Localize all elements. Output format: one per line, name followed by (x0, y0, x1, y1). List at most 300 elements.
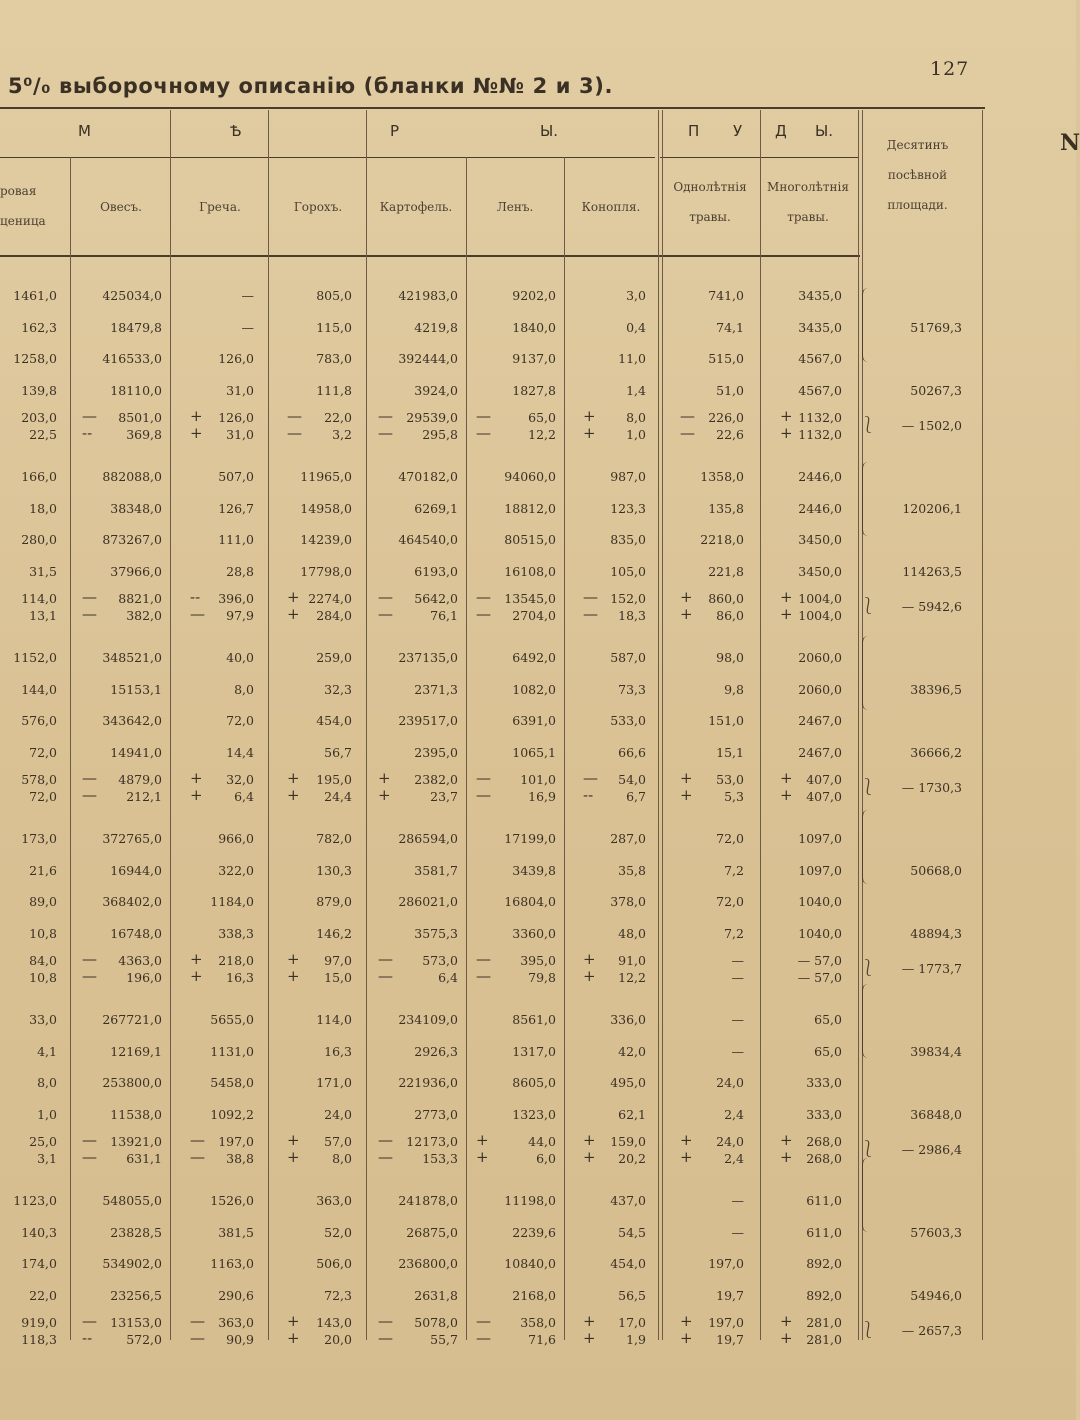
sign-mark: + (287, 1329, 300, 1347)
table-cell: 22,6 (716, 427, 744, 442)
sign-mark: — (476, 769, 491, 787)
table-cell: 234109,0 (398, 1012, 458, 1027)
table-cell: 5078,0 (414, 1315, 458, 1330)
table-cell: 144,0 (21, 681, 57, 697)
table-cell: 1840,0 (512, 319, 556, 335)
table-cell: 72,0 (29, 789, 57, 804)
sign-mark: + (780, 407, 793, 425)
area-cell: 54946,0 (910, 1287, 962, 1303)
table-cell: 2060,0 (798, 650, 842, 665)
sign-mark: — (190, 1148, 205, 1166)
table-cell: 454,0 (316, 713, 352, 728)
sign-mark: -- (82, 1329, 93, 1347)
col-header-4: Картофель. (379, 200, 453, 214)
table-cell: 892,0 (806, 1256, 842, 1271)
group-brace (862, 288, 869, 362)
table-cell: 72,0 (716, 831, 744, 846)
group2-letter-1: П (688, 122, 700, 140)
table-cell: 369,8 (126, 427, 162, 442)
sign-mark: — (476, 424, 491, 442)
sign-mark: — (82, 769, 97, 787)
table-cell: 29539,0 (406, 410, 458, 425)
table-cell: 8,0 (234, 681, 254, 697)
table-cell: 21,6 (29, 862, 57, 878)
table-cell: 396,0 (218, 591, 254, 606)
table-cell: 6492,0 (512, 650, 556, 665)
pair-brace: ⎱ (860, 777, 877, 796)
table-cell: 515,0 (708, 351, 744, 366)
table-cell: 197,0 (708, 1315, 744, 1330)
sign-mark: + (583, 1312, 596, 1330)
table-cell: 80515,0 (504, 532, 556, 547)
sign-mark: + (680, 605, 693, 623)
table-cell: 3,1 (37, 1151, 57, 1166)
table-cell: 32,3 (324, 681, 352, 697)
table-cell: — (731, 953, 744, 968)
sign-mark: — (190, 1131, 205, 1149)
table-cell: 741,0 (708, 288, 744, 303)
table-cell: — (731, 1043, 744, 1059)
table-cell: 573,0 (422, 953, 458, 968)
page-title: 5⁰/₀ выборочному описанію (бланки №№ 2 и 3). (8, 74, 614, 98)
table-cell: 17798,0 (300, 563, 352, 579)
sign-mark: + (476, 1131, 489, 1149)
table-cell: 358,0 (520, 1315, 556, 1330)
table-cell: 572,0 (126, 1332, 162, 1347)
table-cell: 253800,0 (102, 1075, 162, 1090)
table-cell: 111,0 (218, 532, 254, 547)
table-cell: 284,0 (316, 608, 352, 623)
table-cell: 882088,0 (102, 469, 162, 484)
table-cell: 3439,8 (512, 862, 556, 878)
table-cell: 2,4 (724, 1106, 744, 1122)
sign-mark: + (287, 786, 300, 804)
table-cell: 1097,0 (798, 831, 842, 846)
table-cell: 24,0 (324, 1106, 352, 1122)
table-cell: 1323,0 (512, 1106, 556, 1122)
table-cell: 2446,0 (798, 469, 842, 484)
col-header-7: Однолѣтнія травы. (673, 180, 747, 224)
table-cell: 8821,0 (118, 591, 162, 606)
table-cell: 54,5 (618, 1224, 646, 1240)
table-cell: 10840,0 (504, 1256, 556, 1271)
table-cell: 218,0 (218, 953, 254, 968)
table-cell: 24,4 (324, 789, 352, 804)
table-cell: 12,2 (618, 970, 646, 985)
table-cell: 966,0 (218, 831, 254, 846)
sign-mark: + (680, 786, 693, 804)
table-cell: 805,0 (316, 288, 352, 303)
table-cell: 48,0 (618, 925, 646, 941)
table-top-rule (0, 107, 985, 109)
table-cell: 1317,0 (512, 1043, 556, 1059)
table-cell: 28,8 (226, 563, 254, 579)
table-cell: 6391,0 (512, 713, 556, 728)
sign-mark: + (780, 1131, 793, 1149)
table-cell: 13153,0 (110, 1315, 162, 1330)
table-cell: 16,9 (528, 789, 556, 804)
sign-mark: — (190, 605, 205, 623)
table-cell: 8605,0 (512, 1075, 556, 1090)
table-cell: 268,0 (806, 1151, 842, 1166)
table-cell: 146,2 (316, 925, 352, 941)
table-cell: 2371,3 (414, 681, 458, 697)
area-cell: — 5942,6 (901, 599, 962, 614)
table-cell: — 57,0 (797, 970, 842, 985)
sign-mark: + (287, 950, 300, 968)
table-cell: 17,0 (618, 1315, 646, 1330)
group2-letter-4: Ы. (815, 122, 834, 140)
table-cell: 1082,0 (512, 681, 556, 697)
table-cell: 23828,5 (110, 1224, 162, 1240)
table-cell: 12169,1 (110, 1043, 162, 1059)
table-cell: 9202,0 (512, 288, 556, 303)
sign-mark: + (190, 950, 203, 968)
table-cell: 72,0 (716, 894, 744, 909)
sign-mark: + (680, 1329, 693, 1347)
sign-mark: + (780, 1148, 793, 1166)
table-cell: 10,8 (29, 925, 57, 941)
table-cell: 212,1 (126, 789, 162, 804)
table-cell: 20,2 (618, 1151, 646, 1166)
table-cell: 1,0 (626, 427, 646, 442)
table-cell: 143,0 (316, 1315, 352, 1330)
sign-mark: + (780, 1329, 793, 1347)
pair-brace: ⎱ (860, 958, 877, 977)
table-cell: 407,0 (806, 772, 842, 787)
sign-mark: — (583, 588, 598, 606)
sign-mark: — (378, 1312, 393, 1330)
table-cell: 31,5 (29, 563, 57, 579)
table-cell: 14,4 (226, 744, 254, 760)
table-cell: 6,7 (626, 789, 646, 804)
table-cell: 9,8 (724, 681, 744, 697)
sign-mark: — (82, 967, 97, 985)
col-header-3: Горохъ. (293, 200, 343, 214)
table-cell: 5,3 (724, 789, 744, 804)
sign-mark: — (190, 1329, 205, 1347)
sign-mark: + (476, 1148, 489, 1166)
sign-mark: — (287, 407, 302, 425)
table-cell: 267721,0 (102, 1012, 162, 1027)
sign-mark: — (476, 967, 491, 985)
table-cell: 2773,0 (414, 1106, 458, 1122)
table-cell: 392444,0 (398, 351, 458, 366)
table-cell: 18,0 (29, 500, 57, 516)
group-brace (862, 462, 869, 536)
area-cell: 57603,3 (910, 1224, 962, 1240)
table-cell: 24,0 (716, 1134, 744, 1149)
table-cell: 38348,0 (110, 500, 162, 516)
table-cell: 4879,0 (118, 772, 162, 787)
table-cell: 72,0 (29, 744, 57, 760)
table-cell: 97,9 (226, 608, 254, 623)
sign-mark: -- (190, 588, 201, 606)
sign-mark: + (680, 769, 693, 787)
table-cell: 115,0 (316, 319, 352, 335)
pair-brace: ⎱ (860, 1139, 877, 1158)
area-cell: — 1773,7 (901, 961, 962, 976)
area-header: Десятинъ посѣвной площади. (886, 138, 949, 212)
table-cell: 8,0 (37, 1075, 57, 1090)
sign-mark: + (287, 769, 300, 787)
group-sub-rule-2 (660, 157, 858, 158)
sign-mark: + (780, 1312, 793, 1330)
table-cell: 123,3 (610, 500, 646, 516)
sign-mark: + (190, 769, 203, 787)
table-cell: 2,4 (724, 1151, 744, 1166)
table-cell: 6,0 (536, 1151, 556, 1166)
sign-mark: + (680, 1148, 693, 1166)
area-cell: 38396,5 (910, 681, 962, 697)
table-cell: 11538,0 (110, 1106, 162, 1122)
table-cell: 578,0 (21, 772, 57, 787)
table-cell: 631,1 (126, 1151, 162, 1166)
table-cell: 3581,7 (414, 862, 458, 878)
table-cell: 363,0 (316, 1193, 352, 1208)
table-cell: 152,0 (610, 591, 646, 606)
table-cell: 1526,0 (210, 1193, 254, 1208)
table-cell: 162,3 (21, 319, 57, 335)
table-cell: 35,8 (618, 862, 646, 878)
table-cell: 1004,0 (798, 608, 842, 623)
table-cell: 416533,0 (102, 351, 162, 366)
table-cell: 72,3 (324, 1287, 352, 1303)
table-cell: 2446,0 (798, 500, 842, 516)
table-cell: 378,0 (610, 894, 646, 909)
area-cell: 120206,1 (902, 500, 962, 516)
table-cell: 11198,0 (504, 1193, 556, 1208)
table-cell: 1152,0 (13, 650, 57, 665)
table-cell: 14941,0 (110, 744, 162, 760)
sign-mark: -- (583, 786, 594, 804)
sign-mark: — (287, 424, 302, 442)
table-cell: 94060,0 (504, 469, 556, 484)
group-brace (862, 1158, 869, 1232)
table-cell: 126,0 (218, 410, 254, 425)
table-cell: 576,0 (21, 713, 57, 728)
table-cell: 1123,0 (13, 1193, 57, 1208)
table-cell: 17199,0 (504, 831, 556, 846)
table-cell: 62,1 (618, 1106, 646, 1122)
table-cell: 79,8 (528, 970, 556, 985)
sign-mark: — (378, 1148, 393, 1166)
table-cell: 42,0 (618, 1043, 646, 1059)
table-cell: 126,0 (218, 351, 254, 366)
col-header-2: Греча. (199, 200, 241, 214)
table-cell: 14958,0 (300, 500, 352, 516)
pair-brace: ⎱ (860, 1320, 877, 1339)
table-cell: 22,5 (29, 427, 57, 442)
table-cell: 135,8 (708, 500, 744, 516)
sign-mark: + (287, 1148, 300, 1166)
table-cell: 8,0 (332, 1151, 352, 1166)
table-cell: 395,0 (520, 953, 556, 968)
sign-mark: — (82, 786, 97, 804)
table-cell: 197,0 (708, 1256, 744, 1271)
area-cell: — 2986,4 (901, 1142, 962, 1157)
table-cell: 140,3 (21, 1224, 57, 1240)
sign-mark: — (583, 605, 598, 623)
table-cell: 91,0 (618, 953, 646, 968)
table-cell: 322,0 (218, 862, 254, 878)
table-cell: 464540,0 (398, 532, 458, 547)
table-cell: 421983,0 (398, 288, 458, 303)
sign-mark: — (680, 407, 695, 425)
table-cell: 2274,0 (308, 591, 352, 606)
table-cell: 2168,0 (512, 1287, 556, 1303)
table-cell: 32,0 (226, 772, 254, 787)
group-brace (862, 636, 869, 710)
table-cell: 8,0 (626, 410, 646, 425)
table-cell: 280,0 (21, 532, 57, 547)
table-cell: 268,0 (806, 1134, 842, 1149)
table-cell: 2467,0 (798, 744, 842, 760)
table-cell: 507,0 (218, 469, 254, 484)
table-cell: — (241, 319, 254, 335)
table-cell: 1,0 (37, 1106, 57, 1122)
table-cell: 114,0 (21, 591, 57, 606)
sign-mark: + (583, 407, 596, 425)
table-cell: 1131,0 (210, 1043, 254, 1059)
table-cell: 16,3 (324, 1043, 352, 1059)
table-cell: 5655,0 (210, 1012, 254, 1027)
sign-mark: + (780, 424, 793, 442)
table-cell: 506,0 (316, 1256, 352, 1271)
table-cell: 54,0 (618, 772, 646, 787)
header-bottom-rule (0, 255, 860, 257)
sign-mark: — (378, 424, 393, 442)
table-cell: 166,0 (21, 469, 57, 484)
sign-mark: + (287, 605, 300, 623)
table-cell: 40,0 (226, 650, 254, 665)
table-cell: 139,8 (21, 382, 57, 398)
table-cell: 879,0 (316, 894, 352, 909)
table-cell: 65,0 (528, 410, 556, 425)
sign-mark: + (583, 424, 596, 442)
sign-mark: + (583, 1329, 596, 1347)
table-cell: 203,0 (21, 410, 57, 425)
table-cell: 611,0 (806, 1193, 842, 1208)
area-cell: 48894,3 (910, 925, 962, 941)
table-cell: 7,2 (724, 925, 744, 941)
sign-mark: + (287, 1312, 300, 1330)
table-cell: 241878,0 (398, 1193, 458, 1208)
sign-mark: — (378, 588, 393, 606)
table-cell: 118,3 (21, 1332, 57, 1347)
table-cell: 611,0 (806, 1224, 842, 1240)
table-cell: 11965,0 (300, 469, 352, 484)
sign-mark: — (476, 950, 491, 968)
table-cell: 101,0 (520, 772, 556, 787)
table-cell: 919,0 (21, 1315, 57, 1330)
table-cell: 286021,0 (398, 894, 458, 909)
group2-letter-3: Д (775, 122, 787, 140)
table-cell: 130,3 (316, 862, 352, 878)
group1-letter-3: Р (390, 122, 400, 140)
table-cell: 37966,0 (110, 563, 162, 579)
table-cell: — (731, 1193, 744, 1208)
table-cell: 66,6 (618, 744, 646, 760)
table-cell: 2631,8 (414, 1287, 458, 1303)
sign-mark: — (82, 605, 97, 623)
table-cell: — (241, 288, 254, 303)
table-cell: 24,0 (716, 1075, 744, 1090)
col-header-6: Конопля. (581, 200, 641, 214)
table-cell: 287,0 (610, 831, 646, 846)
table-cell: 3,2 (332, 427, 352, 442)
table-cell: 26875,0 (406, 1224, 458, 1240)
table-cell: 333,0 (806, 1075, 842, 1090)
sign-mark: — (82, 950, 97, 968)
table-cell: 174,0 (21, 1256, 57, 1271)
table-cell: 1163,0 (210, 1256, 254, 1271)
col-header-8: Многолѣтнія травы. (767, 180, 849, 224)
table-cell: 38,8 (226, 1151, 254, 1166)
table-cell: 470182,0 (398, 469, 458, 484)
table-cell: 84,0 (29, 953, 57, 968)
sign-mark: — (378, 1329, 393, 1347)
table-cell: 73,3 (618, 681, 646, 697)
table-cell: 987,0 (610, 469, 646, 484)
table-cell: 548055,0 (102, 1193, 162, 1208)
sign-mark: + (583, 967, 596, 985)
sign-mark: — (476, 786, 491, 804)
group-brace (862, 984, 869, 1058)
group1-letter-1: М (78, 122, 91, 140)
table-cell: 0,4 (626, 319, 646, 335)
sign-mark: + (680, 1131, 693, 1149)
table-cell: 71,6 (528, 1332, 556, 1347)
table-cell: 57,0 (324, 1134, 352, 1149)
area-cell: 36848,0 (910, 1106, 962, 1122)
table-cell: 281,0 (806, 1315, 842, 1330)
table-cell: 1040,0 (798, 925, 842, 941)
table-cell: 534902,0 (102, 1256, 162, 1271)
table-cell: 18479,8 (110, 319, 162, 335)
area-cell: — 1730,3 (901, 780, 962, 795)
sign-mark: — (82, 407, 97, 425)
table-cell: 19,7 (716, 1332, 744, 1347)
table-cell: 892,0 (806, 1287, 842, 1303)
table-cell: — (731, 1224, 744, 1240)
sign-mark: + (287, 1131, 300, 1149)
table-cell: 52,0 (324, 1224, 352, 1240)
sign-mark: — (82, 1148, 97, 1166)
sign-mark: — (680, 424, 695, 442)
table-cell: 126,7 (218, 500, 254, 516)
area-cell: 39834,4 (910, 1043, 962, 1059)
table-cell: 10,8 (29, 970, 57, 985)
table-cell: 3360,0 (512, 925, 556, 941)
table-cell: 221936,0 (398, 1075, 458, 1090)
table-cell: 782,0 (316, 831, 352, 846)
table-cell: 5642,0 (414, 591, 458, 606)
table-cell: 1065,1 (512, 744, 556, 760)
table-cell: 76,1 (430, 608, 458, 623)
table-cell: 18812,0 (504, 500, 556, 516)
table-cell: 1132,0 (798, 427, 842, 442)
sign-mark: + (680, 1312, 693, 1330)
sign-mark: + (583, 1148, 596, 1166)
sign-mark: — (190, 1312, 205, 1330)
table-cell: 197,0 (218, 1134, 254, 1149)
table-cell: 348521,0 (102, 650, 162, 665)
table-cell: 237135,0 (398, 650, 458, 665)
sign-mark: + (780, 605, 793, 623)
table-cell: 6193,0 (414, 563, 458, 579)
sign-mark: -- (82, 424, 93, 442)
